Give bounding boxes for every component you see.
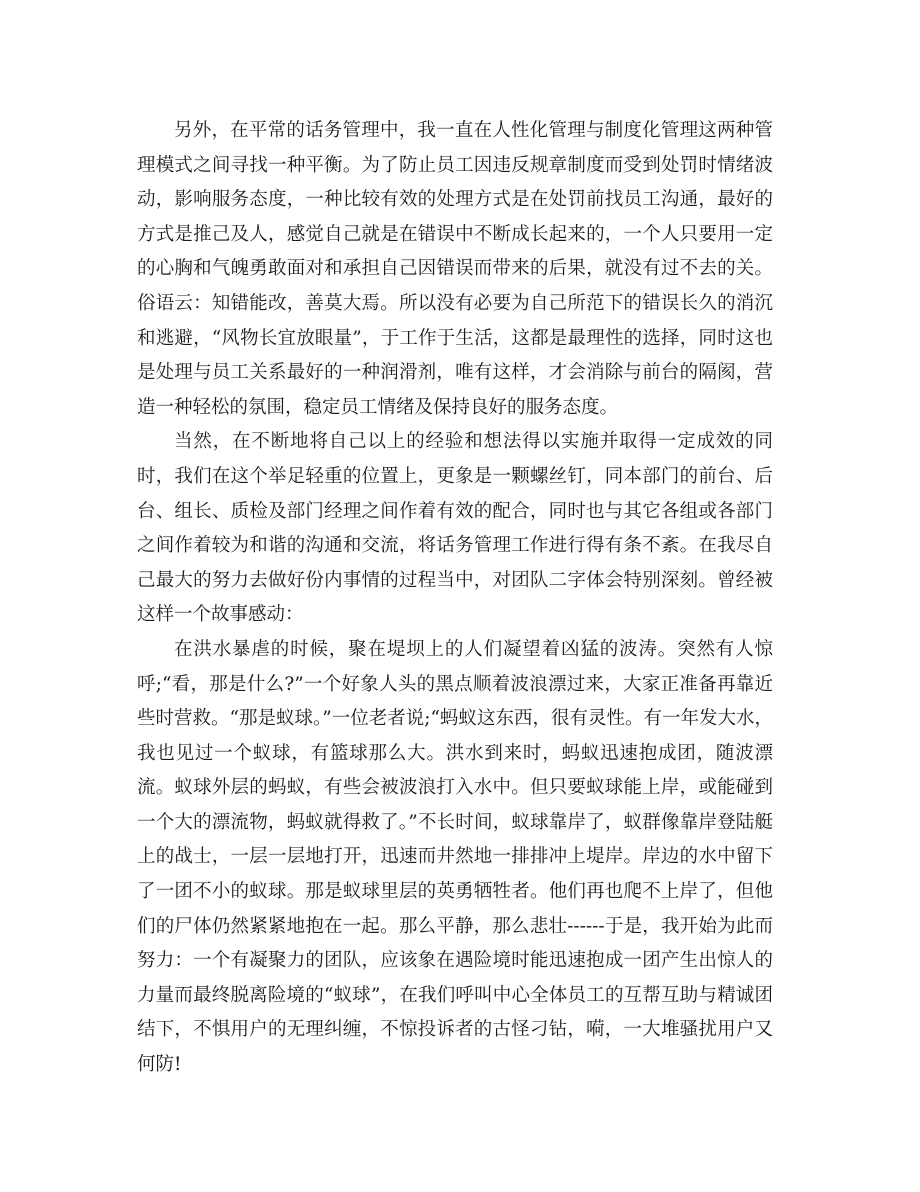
- document-body: [137, 114, 773, 1083]
- paragraph-management-balance: 另外，在平常的话务管理中，我一直在人性化管理与制度化管理这两种管理模式之间寻找一种平衡。为了防止员工因违反规章制度而受到处罚时情绪波动，影响服务态度，一种比较有效的处理方式是在处罚前找员工沟通，最好的方式是推己及人，感觉自己就是在错误中不断成长起来的，一个人只要用一定的心胸和气魄勇敢面对和承担自己因错误而带来的后果，就没有过不去的关。俗语云：知错能改，善莫大焉。所以没有必要为自己所范下的错误长久的消沉和逃避，“风物长宜放眼量”，于工作于生活，这都是最理性的选择，同时这也是处理与员工关系最好的一种润滑剂，唯有这样，才会消除与前台的隔阂，营造一种轻松的氛围，稳定员工情绪及保持良好的服务态度。: [137, 120, 773, 418]
- paragraph-ant-ball-story: 在洪水暴虐的时候，聚在堤坝上的人们凝望着凶猛的波涛。突然有人惊呼;“看，那是什么?”一个好象人头的黑点顺着波浪漂过来，大家正准备再靠近些时营救。“那是蚁球。”一位老者说;“蚂蚁这东西，很有灵性。有一年发大水，我也见过一个蚁球，有篮球那么大。洪水到来时，蚂蚁迅速抱成团，随波漂流。蚁球外层的蚂蚁，有些会被波浪打入水中。但只要蚁球能上岸，或能碰到一个大的漂流物，蚂蚁就得救了。”不长时间，蚁球靠岸了，蚁群像靠岸登陆艇上的战士，一层一层地打开，迅速而井然地一排排冲上堤岸。岸边的水中留下了一团不小的蚁球。那是蚁球里层的英勇牺牲者。他们再也爬不上岸了，但他们的尸体仍然紧紧地抱在一起。那么平静，那么悲壮------于是，我开始为此而努力：一个有凝聚力的团队，应该象在遇险境时能迅速抱成一团产生出惊人的力量而最终脱离险境的“蚁球”，在我们呼叫中心全体员工的互帮互助与精诚团结下，不惧用户的无理纠缠，不惊投诉者的古怪刁钻，嗬，一大堆骚扰用户又何防!: [137, 638, 773, 1076]
- paragraph-team-cooperation: 当然，在不断地将自己以上的经验和想法得以实施并取得一定成效的同时，我们在这个举足轻重的位置上，更象是一颗螺丝钉，同本部门的前台、后台、组长、质检及部门经理之间作着有效的配合，同时也与其它各组或各部门之间作着较为和谐的沟通和交流，将话务管理工作进行得有条不紊。在我尽自己最大的努力去做好份内事情的过程当中，对团队二字体会特别深刻。曾经被这样一个故事感动：: [137, 431, 773, 626]
